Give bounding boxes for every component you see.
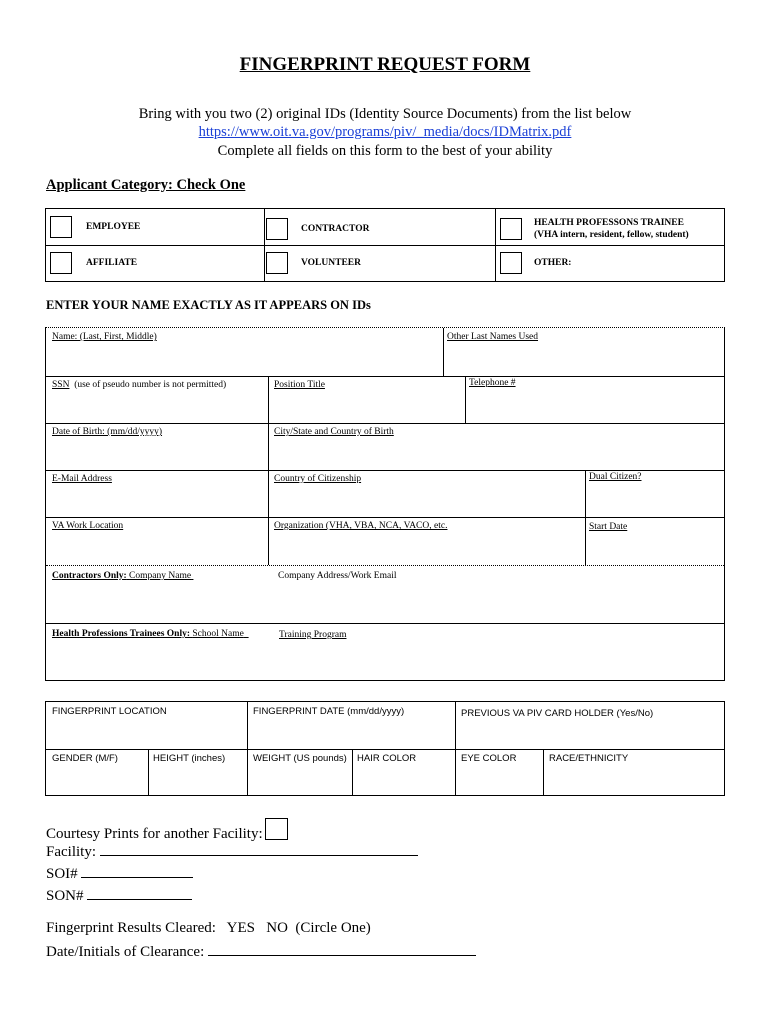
citizenship-field[interactable]: Country of Citizenship [274,474,362,484]
height-field[interactable]: HEIGHT (inches) [153,753,226,764]
date-initials-input[interactable] [208,942,476,956]
other-checkbox[interactable] [500,252,522,274]
results-cleared-row[interactable]: Fingerprint Results Cleared: YES NO (Circle One) [46,920,371,936]
weight-field[interactable]: WEIGHT (US pounds) [253,753,347,764]
soi-input[interactable] [81,864,193,878]
applicant-info-table [45,327,725,681]
va-work-location-field[interactable]: VA Work Location [52,521,124,531]
school-name-field[interactable]: Health Professions Trainees Only: School Name [52,629,244,639]
employee-checkbox[interactable] [50,216,72,238]
organization-field[interactable]: Organization (VHA, VBA, NCA, VACO, etc. [274,521,448,531]
category-employee[interactable]: EMPLOYEE [50,216,140,238]
position-title-field[interactable]: Position Title [274,380,325,390]
facility-row: Facility: [46,842,418,861]
date-of-birth-field[interactable]: Date of Birth: (mm/dd/yyyy) [52,427,163,437]
category-affiliate[interactable]: AFFILIATE [50,252,137,274]
affiliate-checkbox[interactable] [50,252,72,274]
son-input[interactable] [87,886,192,900]
other-last-names-field[interactable]: Other Last Names Used [447,332,539,342]
date-initials-row: Date/Initials of Clearance: [46,942,476,961]
volunteer-checkbox[interactable] [266,252,288,274]
race-ethnicity-field[interactable]: RACE/ETHNICITY [549,753,629,764]
training-program-field[interactable]: Training Program [279,630,347,640]
facility-input[interactable] [100,842,418,856]
start-date-field[interactable]: Start Date [589,522,628,532]
dual-citizen-field[interactable]: Dual Citizen? [589,472,642,482]
fingerprint-date-field[interactable]: FINGERPRINT DATE (mm/dd/yyyy) [253,706,405,717]
company-name-field[interactable]: Contractors Only: Company Name [52,571,192,581]
company-address-field[interactable]: Company Address/Work Email [278,571,397,581]
applicant-category-table [45,208,725,282]
intro-line-complete: Complete all fields on this form to the best of your ability [217,143,553,159]
name-field[interactable]: Name: (Last, First, Middle) [52,332,157,342]
category-volunteer[interactable]: VOLUNTEER [266,252,361,274]
son-row: SON# [46,886,192,905]
courtesy-prints-checkbox[interactable] [265,818,288,840]
soi-row: SOI# [46,864,193,883]
fingerprint-details-table [45,701,725,796]
telephone-field[interactable]: Telephone # [469,378,516,388]
category-contractor[interactable]: CONTRACTOR [266,218,369,240]
category-other[interactable]: OTHER: [500,252,571,274]
contractor-checkbox[interactable] [266,218,288,240]
form-title: FINGERPRINT REQUEST FORM [239,54,531,75]
previous-piv-holder-field[interactable]: PREVIOUS VA PIV CARD HOLDER (Yes/No) [461,708,654,719]
birthplace-field[interactable]: City/State and Country of Birth [274,427,394,437]
courtesy-prints-row: Courtesy Prints for another Facility: [46,818,288,843]
email-field[interactable]: E-Mail Address [52,474,112,484]
fingerprint-location-field[interactable]: FINGERPRINT LOCATION [52,706,167,717]
gender-field[interactable]: GENDER (M/F) [52,753,118,764]
applicant-category-heading: Applicant Category: Check One [46,177,246,193]
name-section-heading: ENTER YOUR NAME EXACTLY AS IT APPEARS ON IDs [46,298,371,312]
id-matrix-link[interactable]: https://www.oit.va.gov/programs/piv/_media/docs/IDMatrix.pdf [198,124,572,140]
intro-line-ids: Bring with you two (2) original IDs (Identity Source Documents) from the list below [138,106,632,122]
eye-color-field[interactable]: EYE COLOR [461,753,517,764]
hair-color-field[interactable]: HAIR COLOR [357,753,417,764]
category-health-trainee[interactable]: HEALTH PROFESSONS TRAINEE (VHA intern, resident, fellow, student) [500,217,689,241]
ssn-field[interactable]: SSN (use of pseudo number is not permitted) [52,380,227,390]
health-trainee-checkbox[interactable] [500,218,522,240]
